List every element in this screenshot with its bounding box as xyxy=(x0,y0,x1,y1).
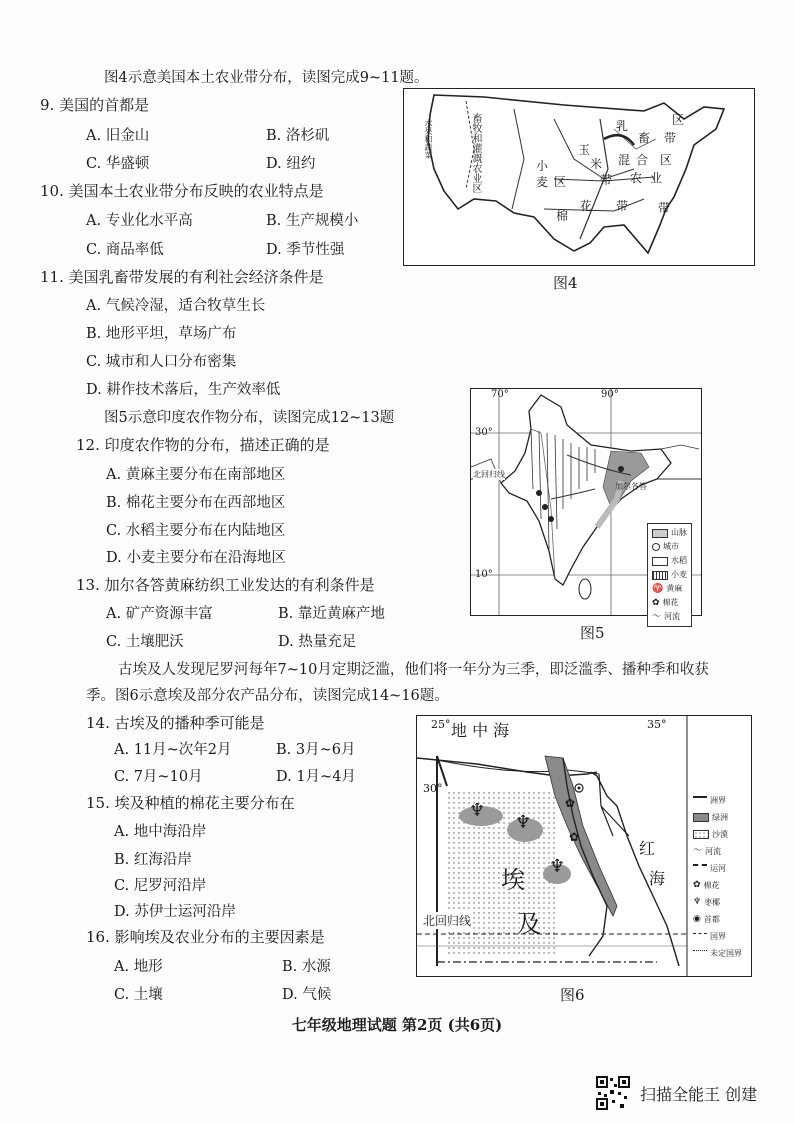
label-corn-3: 带 xyxy=(600,173,613,187)
figure-6-egypt-map xyxy=(416,715,752,977)
label-cotton-1: 棉 xyxy=(556,209,569,223)
q14-option-d: D. 1月~4月 xyxy=(276,769,356,785)
question-15: 15. 埃及种植的棉花主要分布在 xyxy=(86,794,295,812)
qr-code-icon xyxy=(596,1076,630,1110)
question-16: 16. 影响埃及农业分布的主要因素是 xyxy=(86,928,325,946)
date-palm-icon: ♆ xyxy=(549,856,566,877)
q14-option-b: B. 3月~6月 xyxy=(276,742,356,758)
q14-option-a: A. 11月~次年2月 xyxy=(114,742,232,758)
question-12: 12. 印度农作物的分布，描述正确的是 xyxy=(76,436,330,454)
fig5-lat-10: 10° xyxy=(475,569,493,580)
q10-option-d: D. 季节性强 xyxy=(266,242,345,258)
figure-5-india-crops-map xyxy=(470,388,702,622)
q9-option-d: D. 纽约 xyxy=(266,156,316,172)
figure-6-caption: 图6 xyxy=(560,986,585,1004)
fig5-legend xyxy=(647,523,692,627)
label-wheat-3: 区 xyxy=(554,175,567,189)
figure-5-caption: 图5 xyxy=(580,624,605,642)
q16-option-d: D. 气候 xyxy=(282,987,332,1003)
label-corn-2: 米 xyxy=(590,157,603,171)
fig6-red-sea-2: 海 xyxy=(649,869,666,888)
fig6-lon-25: 25° xyxy=(431,718,451,731)
q10-option-c: C. 商品率低 xyxy=(86,242,164,258)
intro-fig6-line2: 季。图6示意埃及部分农产品分布，读图完成14~16题。 xyxy=(86,688,449,704)
q12-option-c: C. 水稻主要分布在内陆地区 xyxy=(106,523,286,539)
q9-option-a: A. 旧金山 xyxy=(86,128,150,144)
intro-fig4: 图4示意美国本土农业带分布，读图完成9~11题。 xyxy=(104,70,429,86)
question-14: 14. 古埃及的播种季可能是 xyxy=(86,714,265,732)
q13-option-a: A. 矿产资源丰富 xyxy=(106,606,213,622)
label-wheat-1: 小 xyxy=(536,159,549,173)
fig5-lat-30: 30° xyxy=(475,427,493,438)
q11-option-b: B. 地形平坦，草场广布 xyxy=(86,326,237,342)
label-dairy-2: 畜 xyxy=(638,131,651,145)
legend-wheat: 小麦 xyxy=(652,568,687,582)
q15-option-a: A. 地中海沿岸 xyxy=(114,824,207,840)
label-dairy-3: 带 xyxy=(664,131,677,145)
q11-option-d: D. 耕作技术落后，生产效率低 xyxy=(86,382,281,398)
label-mixed-5: 区 xyxy=(660,153,673,167)
q11-option-c: C. 城市和人口分布密集 xyxy=(86,354,237,370)
label-cotton-2: 花 xyxy=(580,199,593,213)
fig6-tropic: 北回归线 xyxy=(423,914,472,928)
q15-option-d: D. 苏伊士运河沿岸 xyxy=(114,904,236,920)
figure-4-caption: 图4 xyxy=(553,274,578,292)
question-10: 10. 美国本土农业带分布反映的农业特点是 xyxy=(40,182,324,200)
q14-option-c: C. 7月~10月 xyxy=(114,769,203,785)
legend-river: 〜 河流 xyxy=(652,612,681,622)
q12-option-b: B. 棉花主要分布在西部地区 xyxy=(106,495,286,511)
legend-mountain: 山脉 xyxy=(652,526,687,540)
legend-rice: 水稻 xyxy=(652,554,687,568)
cotton-icon: ✿ xyxy=(569,830,580,844)
label-mixed-3: 农 xyxy=(630,171,643,185)
fig6-lon-35: 35° xyxy=(647,718,667,731)
question-13: 13. 加尔各答黄麻纺织工业发达的有利条件是 xyxy=(76,576,375,594)
fig6-red-sea-1: 红 xyxy=(639,839,656,858)
q15-option-c: C. 尼罗河沿岸 xyxy=(114,878,207,894)
q16-option-c: C. 土壤 xyxy=(114,987,163,1003)
fig6-egypt-1: 埃 xyxy=(501,866,525,894)
q13-option-d: D. 热量充足 xyxy=(278,634,357,650)
fig6-mediterranean: 地 中 海 xyxy=(451,721,510,740)
fig5-kolkata-label: 加尔各答 xyxy=(615,482,647,491)
usa-map-svg xyxy=(404,89,754,265)
date-palm-icon: ♆ xyxy=(469,800,486,821)
label-subtropical-2: 区 xyxy=(672,113,685,127)
q13-option-c: C. 土壤肥沃 xyxy=(106,634,184,650)
q10-option-a: A. 专业化水平高 xyxy=(86,213,193,229)
fig6-lat-30: 30° xyxy=(423,782,443,795)
fig5-tropic-label: 北回归线 xyxy=(473,470,505,479)
label-wheat-2: 麦 xyxy=(536,175,549,189)
label-mixed-2: 合 xyxy=(636,153,649,167)
legend-cotton-icon: ✿ 棉花 xyxy=(652,598,679,608)
legend-city: 城市 xyxy=(652,540,687,554)
q13-option-b: B. 靠近黄麻产地 xyxy=(278,606,385,622)
fig6-legend: 洲界 绿洲 沙漠 〜 河流 运河 ✿ 棉花 ♆ 枣椰 ◉ 首都 国界 未定国界 xyxy=(693,796,742,958)
intro-fig6-line1: 古埃及人发现尼罗河每年7~10月定期泛滥，他们将一年分为三季，即泛滥季、播种季和收获 xyxy=(118,662,709,678)
q16-option-a: A. 地形 xyxy=(114,959,163,975)
label-ranch-irrigation: 畜牧和灌溉农业区 xyxy=(470,113,481,193)
fig5-lon-90: 90° xyxy=(601,389,619,400)
fig6-egypt-2: 及 xyxy=(517,910,541,938)
legend-jute-icon: ♈ 黄麻 xyxy=(652,584,683,594)
q9-option-c: C. 华盛顿 xyxy=(86,156,150,172)
scanner-watermark: 扫描全能王 创建 xyxy=(640,1085,758,1104)
q12-option-a: A. 黄麻主要分布在南部地区 xyxy=(106,467,286,483)
intro-fig5: 图5示意印度农作物分布，读图完成12~13题 xyxy=(104,410,395,426)
label-mixed-4: 业 xyxy=(650,171,663,185)
label-subtropical-1: 带 xyxy=(658,201,671,215)
label-dairy-1: 乳 xyxy=(616,119,629,133)
q9-option-b: B. 洛杉矶 xyxy=(266,128,330,144)
page-footer: 七年级地理试题 第2页 (共6页) xyxy=(291,1016,503,1034)
q12-option-d: D. 小麦主要分布在沿海地区 xyxy=(106,550,286,566)
date-palm-icon: ♆ xyxy=(515,812,532,833)
q10-option-b: B. 生产规模小 xyxy=(266,213,359,229)
label-cotton-3: 带 xyxy=(616,199,629,213)
figure-4-usa-agriculture-map xyxy=(403,88,755,266)
fig5-lon-70: 70° xyxy=(491,389,509,400)
question-11: 11. 美国乳畜带发展的有利社会经济条件是 xyxy=(40,268,324,286)
label-mixed-1: 混 xyxy=(618,153,631,167)
q15-option-b: B. 红海沿岸 xyxy=(114,852,192,868)
label-corn-1: 玉 xyxy=(578,143,591,157)
label-fruit-vegetable: 水果和蔬菜 xyxy=(424,119,433,159)
q16-option-b: B. 水源 xyxy=(282,959,331,975)
question-9: 9. 美国的首都是 xyxy=(40,96,150,114)
q11-option-a: A. 气候冷湿，适合牧草生长 xyxy=(86,298,266,314)
cotton-icon: ✿ xyxy=(565,796,576,810)
